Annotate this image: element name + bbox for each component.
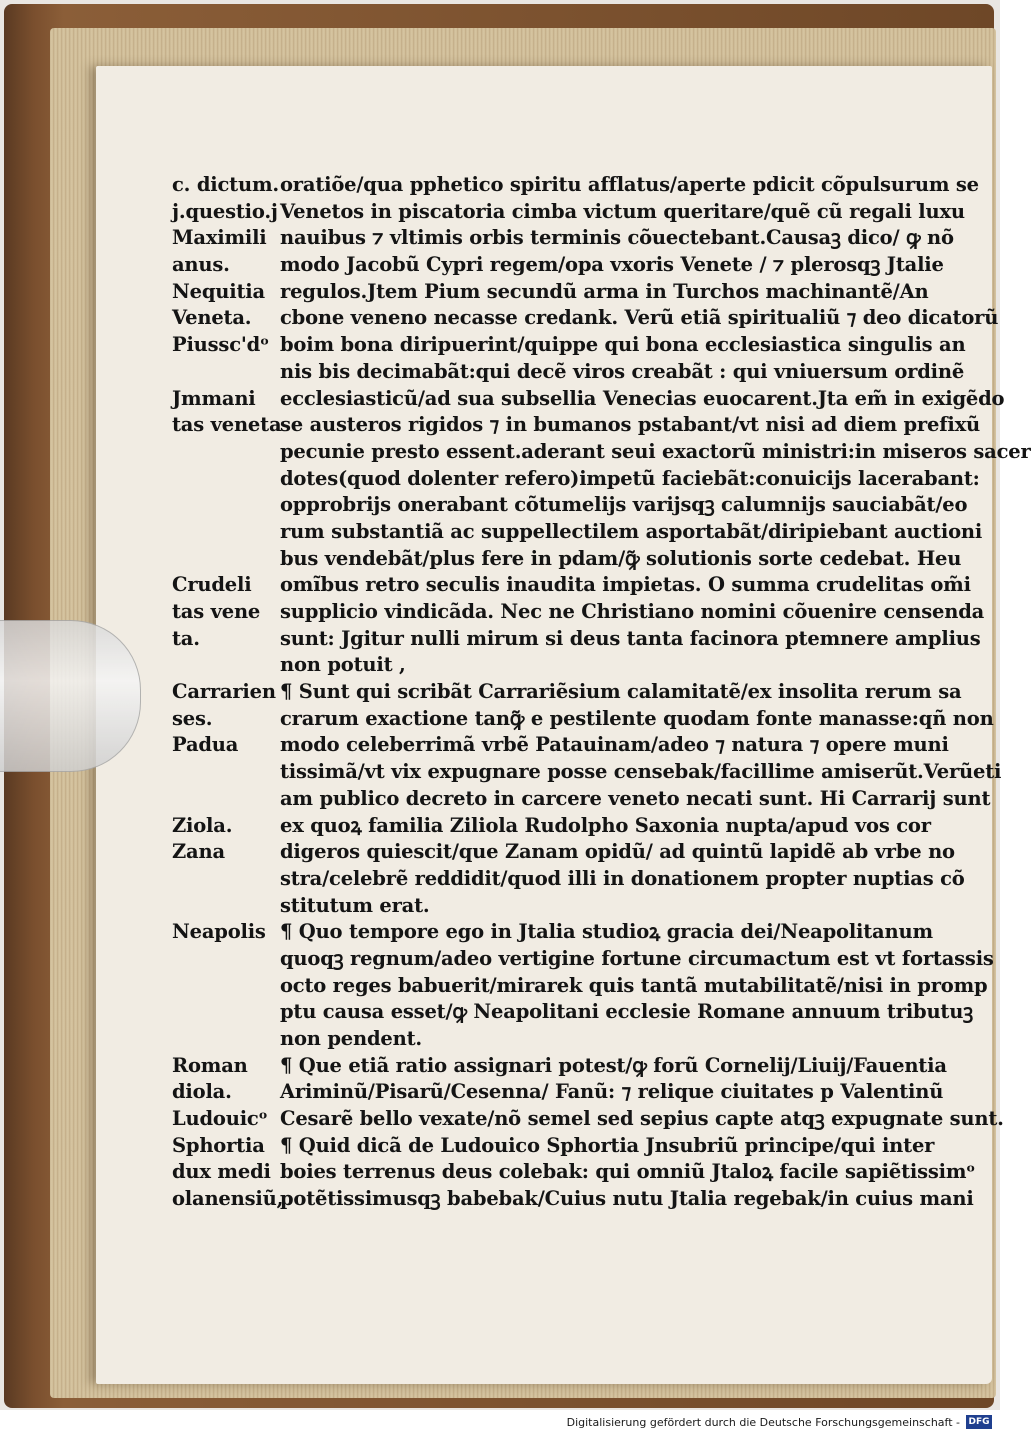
body-text-line: nauibus ⁊ vltimis orbis terminis cõuectebant.Causaꝫ dico/ ꝙ nõ — [280, 226, 954, 250]
body-text-line: Ariminũ/Pisarũ/Cesenna/ Fanũ: ⁊ relique ciuitates p Valentinũ — [280, 1080, 944, 1104]
body-text-line: digeros quiescit/que Zanam opidũ/ ad quintũ lapidẽ ab vrbe no — [280, 840, 955, 864]
margin-note — [172, 973, 280, 1000]
margin-note: c. dictum. — [172, 173, 279, 196]
margin-note: Carrarien — [172, 680, 276, 704]
text-line — [172, 839, 955, 866]
margin-note: Roman — [172, 1053, 248, 1077]
margin-note — [172, 999, 280, 1026]
body-text-line: bus vendebãt/plus fere in pdam/ꝙ̃ solutionis sorte cedebat. Heu — [280, 546, 962, 570]
margin-note — [172, 466, 280, 493]
footer-text: Digitalisierung gefördert durch die Deutsche Forschungsgemeinschaft - — [566, 1415, 960, 1429]
footer — [0, 1410, 1000, 1434]
text-line — [172, 866, 965, 893]
margin-note: Maximili — [172, 226, 267, 250]
text-line — [172, 626, 981, 653]
margin-note — [172, 1026, 280, 1053]
margin-note: ses. — [172, 706, 213, 730]
margin-note: Nequitia — [172, 279, 265, 303]
margin-note — [172, 759, 280, 786]
body-text-line: stitutum erat. — [280, 893, 430, 917]
text-line — [172, 386, 1005, 413]
margin-note: Ziola. — [172, 813, 233, 837]
body-text-line: quoqꝫ regnum/adeo vertigine fortune circumactum est vt fortassis — [280, 946, 994, 970]
margin-note: ta. — [172, 626, 200, 650]
body-text-line: modo celeberrimã vrbẽ Patauinam/adeo ⁊ natura ⁊ opere muni — [280, 733, 949, 757]
margin-note — [172, 652, 280, 679]
margin-note: Ludouicᵒ — [172, 1107, 268, 1131]
text-line — [172, 999, 973, 1026]
margin-note: Sphortia — [172, 1133, 265, 1157]
dfg-logo: DFG — [966, 1415, 992, 1429]
margin-note — [172, 546, 280, 573]
body-text-line: se austeros rigidos ⁊ in bumanos pstabant/vt nisi ad diem prefixũ — [280, 413, 981, 437]
margin-note: Veneta. — [172, 306, 252, 330]
text-line — [172, 973, 988, 1000]
text-line — [172, 679, 962, 706]
text-line — [172, 1159, 976, 1186]
margin-note: j.questio.j — [172, 199, 278, 223]
body-text-line: ptu causa esset/ꝙ Neapolitani ecclesie Romane annuum tributuꝫ — [280, 1000, 973, 1024]
text-line — [172, 1026, 924, 1053]
text-line — [172, 172, 979, 199]
text-line — [172, 919, 933, 946]
body-text-line: opprobrijs onerabant cõtumelijs varijsqꝫ calumnijs sauciabãt/eo — [280, 493, 968, 517]
body-text-line: am publico decreto in carcere veneto necati sunt. Hi Carrarij sunt — [280, 786, 991, 810]
body-text-line: tissimã/vt vix expugnare posse censebak/facillime amiserũt.Verũeti — [280, 760, 1002, 784]
margin-note: Crudeli — [172, 573, 252, 597]
page-clip — [0, 620, 141, 772]
text-line — [172, 225, 954, 252]
text-line — [172, 1133, 935, 1160]
margin-note — [172, 893, 280, 920]
text-line — [172, 786, 991, 813]
body-text-line: omĩbus retro seculis inaudita impietas. O summa crudelitas om̃i — [280, 573, 971, 597]
text-line — [172, 439, 1031, 466]
margin-note: Neapolis — [172, 920, 266, 944]
text-line — [172, 252, 944, 279]
text-line — [172, 279, 929, 306]
text-line — [172, 466, 980, 493]
text-line — [172, 1079, 944, 1106]
margin-note — [172, 786, 280, 813]
margin-note — [172, 866, 280, 893]
body-text-line: ecclesiasticũ/ad sua subsellia Venecias euocarent.Jta em̃ in exigẽdo — [280, 386, 1005, 410]
margin-note: olanensiũ, — [172, 1187, 284, 1211]
text-line — [172, 492, 968, 519]
margin-note: Jmmani — [172, 386, 256, 410]
body-text-line: pecunie presto essent.aderant seui exactorũ ministri:in miseros sacer — [280, 439, 1031, 463]
margin-note — [172, 946, 280, 973]
text-line — [172, 706, 994, 733]
margin-note — [172, 519, 280, 546]
text-line — [172, 519, 983, 546]
body-text-line: potẽtissimusqꝫ babebak/Cuius nutu Jtalia regebak/in cuius mani — [280, 1187, 974, 1211]
text-line — [172, 759, 1002, 786]
text-block — [172, 172, 1031, 1213]
body-text-line: modo Jacobũ Cypri regem/opa vxoris Venete / ⁊ plerosqꝫ Jtalie — [280, 253, 944, 277]
text-line — [172, 199, 965, 226]
text-line — [172, 412, 981, 439]
body-text-line: boim bona diripuerint/quippe qui bona ecclesiastica singulis an — [280, 333, 966, 357]
body-text-line: ¶ Sunt qui scribãt Carrariẽsium calamitatẽ/ex insolita rerum sa — [280, 680, 962, 704]
margin-note: tas veneta — [172, 413, 282, 437]
text-line — [172, 546, 962, 573]
body-text-line: rum substantiã ac suppellectilem asportabãt/diripiebant auctioni — [280, 519, 983, 543]
text-line — [172, 1106, 1004, 1133]
body-text-line: nis bis decimabãt:qui decẽ viros creabãt : qui vniuersum ordinẽ — [280, 359, 965, 383]
body-text-line: Cesarẽ bello vexate/nõ semel sed sepius capte atqꝫ expugnate sunt. — [280, 1107, 1004, 1131]
text-line — [172, 599, 985, 626]
body-text-line: regulos.Jtem Pium secundũ arma in Turchos machinantẽ/An — [280, 279, 929, 303]
margin-note: dux medi — [172, 1160, 271, 1184]
body-text-line: ¶ Quo tempore ego in Jtalia studioꝝ gracia dei/Neapolitanum — [280, 920, 933, 944]
margin-note: diola. — [172, 1080, 232, 1104]
text-line — [172, 332, 966, 359]
body-text-line: octo reges babuerit/mirarek quis tantã mutabilitatẽ/nisi in promp — [280, 973, 988, 997]
body-text-line: stra/celebrẽ reddidit/quod illi in donationem propter nuptias cõ — [280, 866, 965, 890]
margin-note — [172, 359, 280, 386]
text-line — [172, 732, 949, 759]
margin-note: tas vene — [172, 600, 261, 623]
body-text-line: ¶ Que etiã ratio assignari potest/ꝙ forũ Cornelij/Liuij/Fauentia — [280, 1053, 947, 1077]
margin-note: Piussc'dᵒ — [172, 333, 269, 357]
margin-note: anus. — [172, 253, 230, 277]
body-text-line: non potuit , — [280, 653, 406, 677]
text-line — [172, 652, 924, 679]
text-line — [172, 305, 999, 332]
body-text-line: sunt: Jgitur nulli mirum si deus tanta facinora ptemnere amplius — [280, 626, 981, 650]
body-text-line: boies terrenus deus colebak: qui omniũ Jtaloꝝ facile sapiẽtissimᵒ — [280, 1160, 976, 1184]
text-line — [172, 572, 971, 599]
body-text-line: non pendent. — [280, 1027, 422, 1050]
body-text-line: dotes(quod dolenter refero)impetũ faciebãt:conuicijs lacerabant: — [280, 466, 980, 490]
margin-note — [172, 439, 280, 466]
text-line — [172, 813, 931, 840]
margin-note — [172, 492, 280, 519]
body-text-line: supplicio vindicãda. Nec ne Christiano nomini cõuenire censenda — [280, 600, 985, 623]
body-text-line: Venetos in piscatoria cimba victum queritare/quẽ cũ regali luxu — [280, 199, 965, 223]
text-line — [172, 1186, 974, 1213]
body-text-line: oratiõe/qua pphetico spiritu afflatus/aperte pdicit cõpulsurum se — [280, 173, 979, 196]
body-text-line: ex quoꝝ familia Ziliola Rudolpho Saxonia nupta/apud vos cor — [280, 813, 931, 837]
text-line — [172, 893, 924, 920]
body-text-line: crarum exactione tanꝙ̃ e pestilente quodam fonte manasse:qñ non — [280, 706, 994, 730]
text-line — [172, 946, 994, 973]
text-line — [172, 359, 965, 386]
text-line — [172, 1053, 947, 1080]
body-text-line: ¶ Quid dicã de Ludouico Sphortia Jnsubriũ principe/qui inter — [280, 1133, 935, 1157]
margin-note: Zana — [172, 840, 225, 864]
margin-note: Padua — [172, 733, 239, 757]
body-text-line: cbone veneno necasse credank. Verũ etiã spiritualiũ ⁊ deo dicatorũ — [280, 306, 999, 330]
